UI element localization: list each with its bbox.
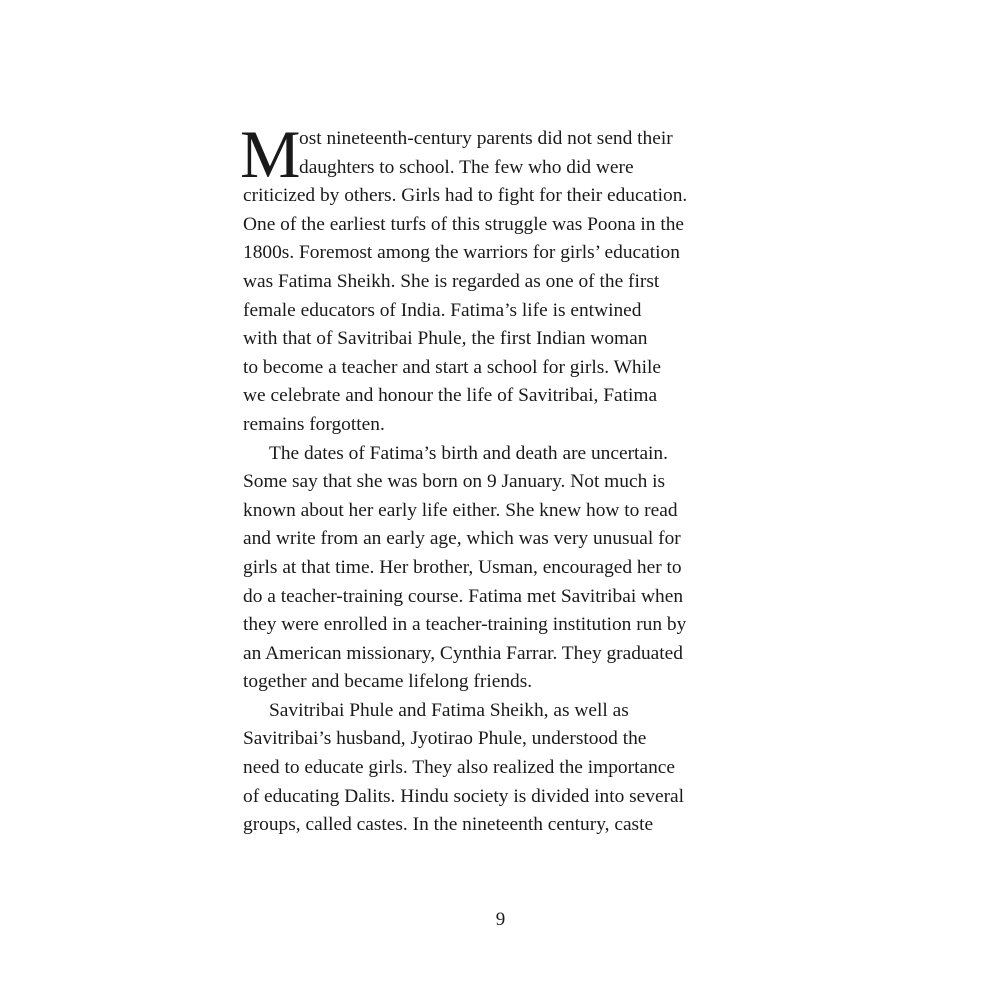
text-line: criticized by others. Girls had to fight for their education. <box>243 185 688 207</box>
text-line: remains forgotten. <box>243 413 385 435</box>
text-line: do a teacher-training course. Fatima met Savitribai when <box>243 585 684 607</box>
text-line: One of the earliest turfs of this struggle was Poona in the <box>243 213 685 235</box>
text-line: known about her early life either. She knew how to read <box>243 499 678 521</box>
text-line: Savitribai Phule and Fatima Sheikh, as well as <box>269 699 629 721</box>
text-line: Some say that she was born on 9 January. Not much is <box>243 471 666 493</box>
text-line: with that of Savitribai Phule, the first Indian woman <box>243 328 648 350</box>
text-line: and write from an early age, which was very unusual for <box>243 528 681 550</box>
text-line: to become a teacher and start a school for girls. While <box>243 356 661 378</box>
text-line: 1800s. Foremost among the warriors for girls’ education <box>243 242 680 264</box>
paragraph-2 <box>243 440 763 697</box>
text-line: they were enrolled in a teacher-training institution run by <box>243 614 687 636</box>
text-line: of educating Dalits. Hindu society is divided into several <box>243 785 685 807</box>
paragraph-1 <box>240 116 763 440</box>
text-line: daughters to school. The few who did were <box>299 156 634 178</box>
text-line: female educators of India. Fatima’s life is entwined <box>243 299 642 321</box>
text-line: we celebrate and honour the life of Savitribai, Fatima <box>243 385 658 407</box>
page-number: 9 <box>495 909 506 930</box>
text-line: an American missionary, Cynthia Farrar. They graduated <box>243 642 683 664</box>
text-line: need to educate girls. They also realized the importance <box>243 757 675 779</box>
paragraph-3 <box>243 697 763 840</box>
text-line: groups, called castes. In the nineteenth century, caste <box>243 814 654 836</box>
text-line: was Fatima Sheikh. She is regarded as one of the first <box>243 270 660 292</box>
text-line: girls at that time. Her brother, Usman, encouraged her to <box>243 556 682 578</box>
body-text <box>240 116 763 840</box>
text-line: ost nineteenth-century parents did not send their <box>299 128 673 149</box>
text-line: Savitribai’s husband, Jyotirao Phule, understood the <box>243 728 647 750</box>
text-line: together and became lifelong friends. <box>243 671 533 693</box>
text-line: The dates of Fatima’s birth and death are uncertain. <box>269 442 668 464</box>
drop-cap: M <box>240 116 301 192</box>
